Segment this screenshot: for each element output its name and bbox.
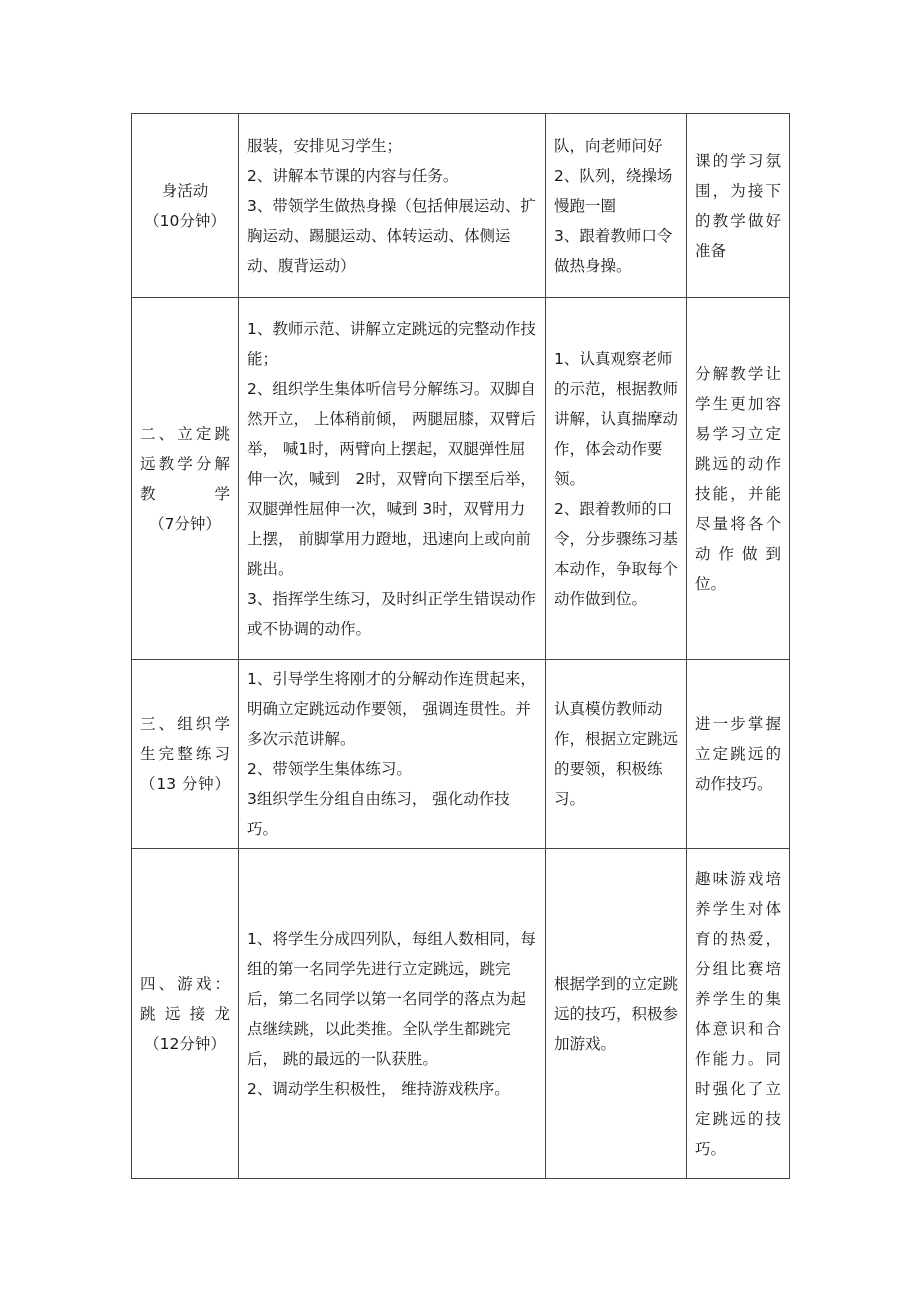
lesson-plan-table xyxy=(131,113,790,1179)
teacher-activity-cell xyxy=(239,114,546,298)
design-intent-cell xyxy=(687,660,790,849)
teacher-activity-item: 2、调动学生积极性， 维持游戏秩序。 xyxy=(247,1079,510,1098)
teacher-activity-item: 2、带领学生集体练习。 xyxy=(247,760,412,778)
student-activity-item: 1、认真观察老师的示范，根据教师讲解，认真揣摩动作，体会动作要领。 xyxy=(554,349,679,488)
student-activity-item: 认真模仿教师动作，根据立定跳远的要领，积极练习。 xyxy=(554,700,679,808)
stage-duration: （7分钟） xyxy=(149,514,221,533)
stage-cell xyxy=(132,114,239,298)
design-intent-text: 分解教学让学生更加容易学习立定跳远的动作技能，并能尽量将各个动作做到位。 xyxy=(695,364,781,593)
stage-text: 二、立定跳远教学分解教学 xyxy=(140,424,230,503)
teacher-activity-cell xyxy=(239,298,546,660)
design-intent-cell xyxy=(687,849,790,1179)
teacher-activity-item: 1、将学生分成四列队，每组人数相同，每组的第一名同学先进行立定跳远，跳完后，第二名同学以第一名同学的落点为起点继续跳，以此类推。全队学生都跳完后， 跳的最远的一队获胜。 xyxy=(247,929,536,1068)
stage-text: 四、游戏：跳远接龙 xyxy=(140,974,230,1023)
stage-duration: （10分钟） xyxy=(144,211,226,230)
design-intent-text: 课的学习氛围，为接下的教学做好准备 xyxy=(695,151,781,260)
student-activity-item: 2、跟着教师的口令，分步骤练习基本动作，争取每个动作做到位。 xyxy=(554,499,679,608)
teacher-activity-item: 服装，安排见习学生； xyxy=(247,136,403,155)
stage-text: 身活动 xyxy=(161,181,209,200)
stage-cell xyxy=(132,849,239,1179)
table-row xyxy=(132,849,790,1179)
teacher-activity-item: 1、引导学生将刚才的分解动作连贯起来，明确立定跳远动作要领， 强调连贯性。并多次示范讲解。 xyxy=(247,670,536,748)
student-activity-cell xyxy=(546,849,687,1179)
student-activity-item: 根据学到的立定跳远的技巧，积极参加游戏。 xyxy=(554,974,679,1053)
student-activity-cell xyxy=(546,298,687,660)
stage-duration: （12分钟） xyxy=(144,1034,226,1053)
student-activity-cell xyxy=(546,660,687,849)
stage-cell xyxy=(132,298,239,660)
table-row xyxy=(132,114,790,298)
student-activity-cell xyxy=(546,114,687,298)
teacher-activity-item: 1、教师示范、讲解立定跳远的完整动作技能； xyxy=(247,319,536,368)
student-activity-item: 3、跟着教师口令做热身操。 xyxy=(554,226,673,275)
table-row xyxy=(132,660,790,849)
design-intent-cell xyxy=(687,114,790,298)
teacher-activity-item: 2、组织学生集体听信号分解练习。双脚自然开立， 上体稍前倾， 两腿屈膝，双臂后举， 喊1时，两臂向上摆起，双腿弹性屈伸一次，喊到 2时，双臂向下摆至后举， 双腿弹性屈伸一次，喊到 3时，双臂用力上摆， 前脚掌用力蹬地，迅速向上或向前跳出。 xyxy=(247,379,536,578)
teacher-activity-item: 2、讲解本节课的内容与任务。 xyxy=(247,166,459,185)
design-intent-cell xyxy=(687,298,790,660)
teacher-activity-item: 3、带领学生做热身操（包括伸展运动、扩胸运动、踢腿运动、体转运动、体侧运动、腹背运动） xyxy=(247,196,536,275)
teacher-activity-cell xyxy=(239,849,546,1179)
teacher-activity-cell xyxy=(239,660,546,849)
stage-cell xyxy=(132,660,239,849)
table-row xyxy=(132,298,790,660)
teacher-activity-item: 3组织学生分组自由练习， 强化动作技巧。 xyxy=(247,790,510,838)
design-intent-text: 进一步掌握立定跳远的动作技巧。 xyxy=(695,715,781,793)
design-intent-text: 趣味游戏培养学生对体育的热爱，分组比赛培养学生的集体意识和合作能力。同时强化了立定跳远的技巧。 xyxy=(695,869,781,1158)
teacher-activity-item: 3、指挥学生练习，及时纠正学生错误动作或不协调的动作。 xyxy=(247,589,536,638)
stage-text: 三、组织学生完整练习（13 分钟） xyxy=(140,715,230,793)
student-activity-item: 队，向老师问好 xyxy=(554,136,663,155)
student-activity-item: 2、队列，绕操场慢跑一圈 xyxy=(554,166,673,215)
